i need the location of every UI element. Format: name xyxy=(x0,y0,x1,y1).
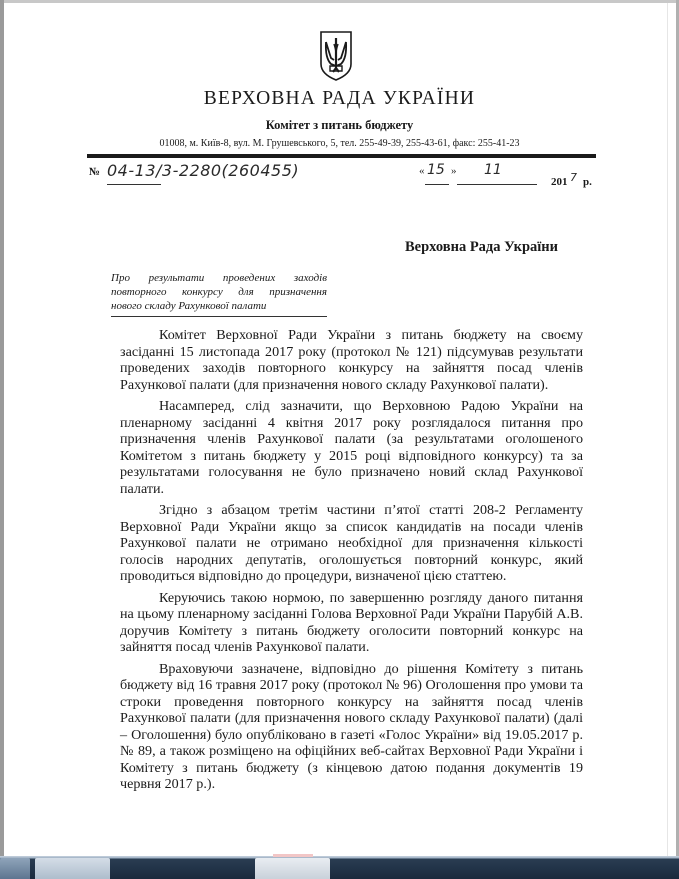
subject-underline xyxy=(111,316,327,317)
start-button[interactable] xyxy=(0,858,30,879)
body-paragraph: Комітет Верховної Ради України з питань бюджету на своєму засіданні 15 листопада 2017 року (протокол № 121) підсумував результати проведених заходів повторного конкурсу на зайняття посад членів Рахункової палати (для призначення нового складу Рахункової палати). xyxy=(120,327,583,393)
date-month-handwritten: 11 xyxy=(484,162,502,178)
date-open-quote: « xyxy=(419,165,425,177)
date-year-suffix: р. xyxy=(583,176,592,188)
subject-line: повторного конкурсу для призначення xyxy=(111,286,327,298)
registration-number-label: № xyxy=(89,166,101,178)
body-paragraph: Враховуючи зазначене, відповідно до рішення Комітету з питань бюджету від 16 травня 2017 року (протокол № 96) Оголошення про умови та строки проведення повторного конкурсу на зайняття посад членів Рахункової палати (для призначення нового складу Рахункової палати) (далі – Оголошення) було опубліковано в газеті «Голос України» від 19.05.2017 р. № 89, а також розміщено на офіційних веб-сайтах Верховної Ради України і Комітету з питань бюджету (з кінцевою датою подання документів 19 червня 2017 р.). xyxy=(120,660,583,792)
subject-line: Про результати проведених заходів xyxy=(111,272,327,284)
letterhead-rule xyxy=(87,154,596,158)
registration-number-underline xyxy=(107,184,161,185)
committee-name: Комітет з питань бюджету xyxy=(265,118,414,132)
body-paragraph: Згідно з абзацом третім частини п’ятої статті 208-2 Регламенту Верховної Ради України якщо за список кандидатів на посади членів Рахункової палати не отримано необхідної для призначення кількості голосів народних депутатів, оголошується повторний конкурс, який проводиться відповідно до процедури, визначеної цією статтею. xyxy=(120,502,583,584)
taskbar-button-active[interactable] xyxy=(255,858,330,879)
date-year-prefix: 201 xyxy=(551,176,568,188)
body-paragraph: Керуючись такою нормою, по завершенню розгляду даного питання на цьому пленарному засіданні Голова Верховної Ради України Парубій А.В. доручив Комітету з питань бюджету оголосити повторний конкурс на зайняття посад членів Рахункової палати. xyxy=(120,589,583,655)
date-year-digit-handwritten: 7 xyxy=(570,171,577,184)
registration-number-handwritten: 04-13/3-2280(260455) xyxy=(107,161,300,180)
ukraine-trident-icon xyxy=(319,30,353,82)
date-close-quote: » xyxy=(451,165,457,177)
date-day-underline xyxy=(425,184,449,185)
date-day-handwritten: 15 xyxy=(427,162,445,178)
letter-body xyxy=(120,327,583,793)
date-month-underline xyxy=(457,184,537,185)
recipient: Верховна Рада України xyxy=(405,239,558,255)
subject-block xyxy=(111,271,327,313)
taskbar-button[interactable] xyxy=(35,858,110,879)
subject-line: нового складу Рахункової палати xyxy=(111,300,267,312)
body-paragraph: Насамперед, слід зазначити, що Верховною Радою України на пленарному засіданні 4 квітня 2017 року розглядалося питання про призначення членів Рахункової палати (за результатами оголошеного Комітетом з питань бюджету у 2015 році відповідного конкурсу) та за результатами голосування не було призначено новий склад Рахункової палати. xyxy=(120,398,583,497)
committee-address: 01008, м. Київ-8, вул. М. Грушевського, 5, тел. 255-49-39, 255-43-61, факс: 255-41-23 xyxy=(159,138,520,149)
organization-title: ВЕРХОВНА РАДА УКРАЇНИ xyxy=(203,88,476,109)
